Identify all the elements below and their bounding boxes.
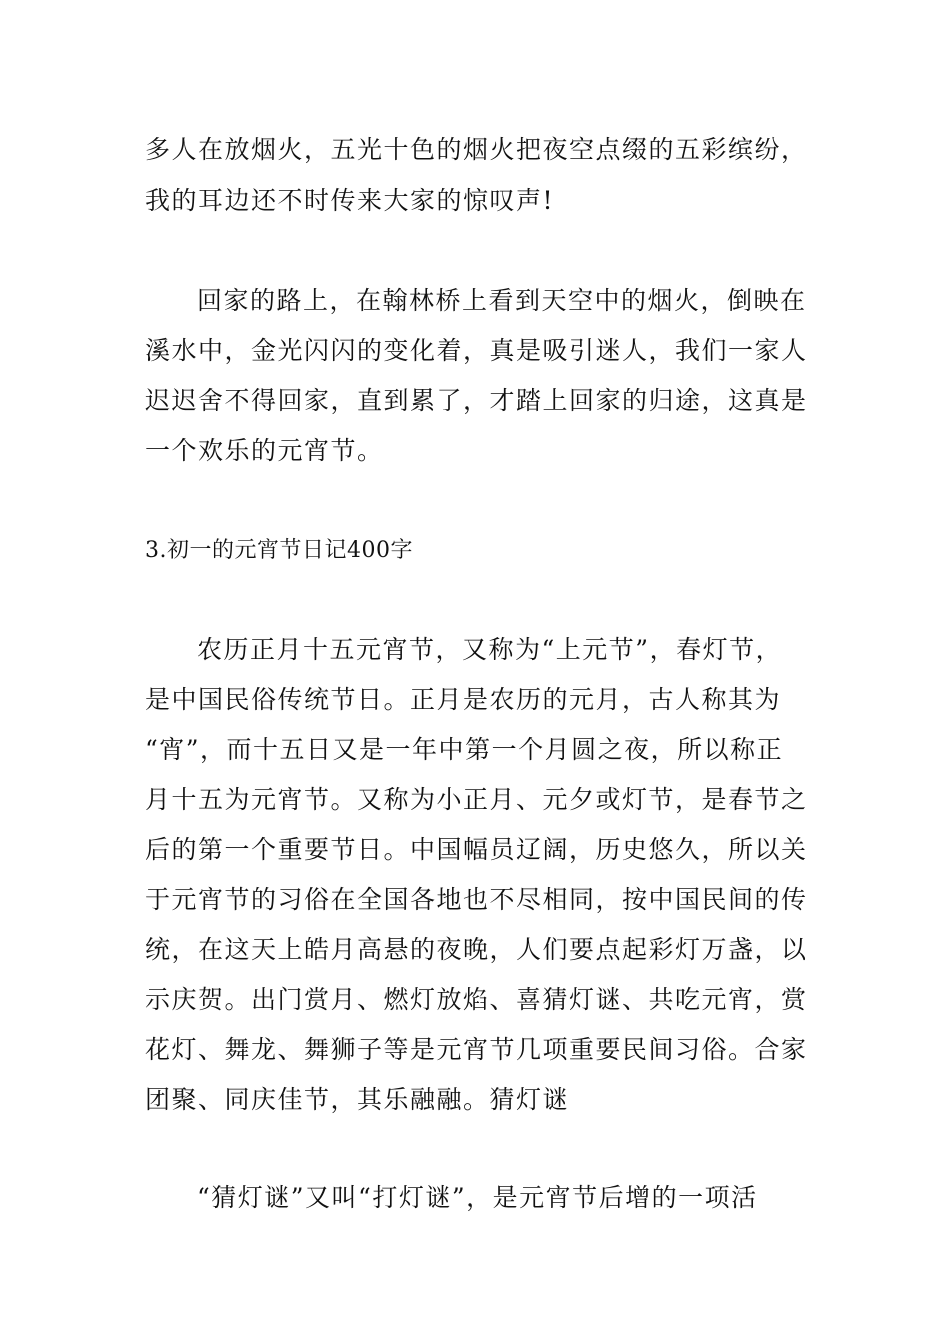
text-line: 多人在放烟火，五光十色的烟火把夜空点缀的五彩缤纷， bbox=[145, 135, 808, 164]
text-line: 后的第一个重要节日。中国幅员辽阔，历史悠久，所以关 bbox=[145, 835, 808, 864]
text-line: “宵”，而十五日又是一年中第一个月圆之夜，所以称正 bbox=[145, 735, 784, 764]
text-line: 农历正月十五元宵节，又称为“上元节”，春灯节， bbox=[197, 635, 783, 664]
text-line: 溪水中，金光闪闪的变化着，真是吸引迷人，我们一家人 bbox=[145, 336, 808, 365]
text-line: 示庆贺。出门赏月、燃灯放焰、喜猜灯谜、共吃元宵，赏 bbox=[145, 985, 808, 1014]
text-line: 迟迟舍不得回家，直到累了，才踏上回家的归途，这真是 bbox=[145, 386, 808, 415]
text-line: 是中国民俗传统节日。正月是农历的元月，古人称其为 bbox=[145, 685, 782, 714]
text-line: 回家的路上，在翰林桥上看到天空中的烟火，倒映在 bbox=[197, 286, 807, 315]
text-line: 于元宵节的习俗在全国各地也不尽相同，按中国民间的传 bbox=[145, 885, 808, 914]
text-line: 一个欢乐的元宵节。 bbox=[145, 436, 384, 465]
text-line: 我的耳边还不时传来大家的惊叹声! bbox=[145, 186, 555, 215]
section-heading: 3.初一的元宵节日记400字 bbox=[145, 538, 413, 563]
text-line: “猜灯谜”又叫“打灯谜”，是元宵节后增的一项活 bbox=[197, 1183, 758, 1212]
text-line: 团聚、同庆佳节，其乐融融。猜灯谜 bbox=[145, 1085, 570, 1114]
text-line: 月十五为元宵节。又称为小正月、元夕或灯节，是春节之 bbox=[145, 785, 808, 814]
text-line: 统，在这天上皓月高悬的夜晚，人们要点起彩灯万盏，以 bbox=[145, 935, 808, 964]
text-line: 花灯、舞龙、舞狮子等是元宵节几项重要民间习俗。合家 bbox=[145, 1035, 808, 1064]
